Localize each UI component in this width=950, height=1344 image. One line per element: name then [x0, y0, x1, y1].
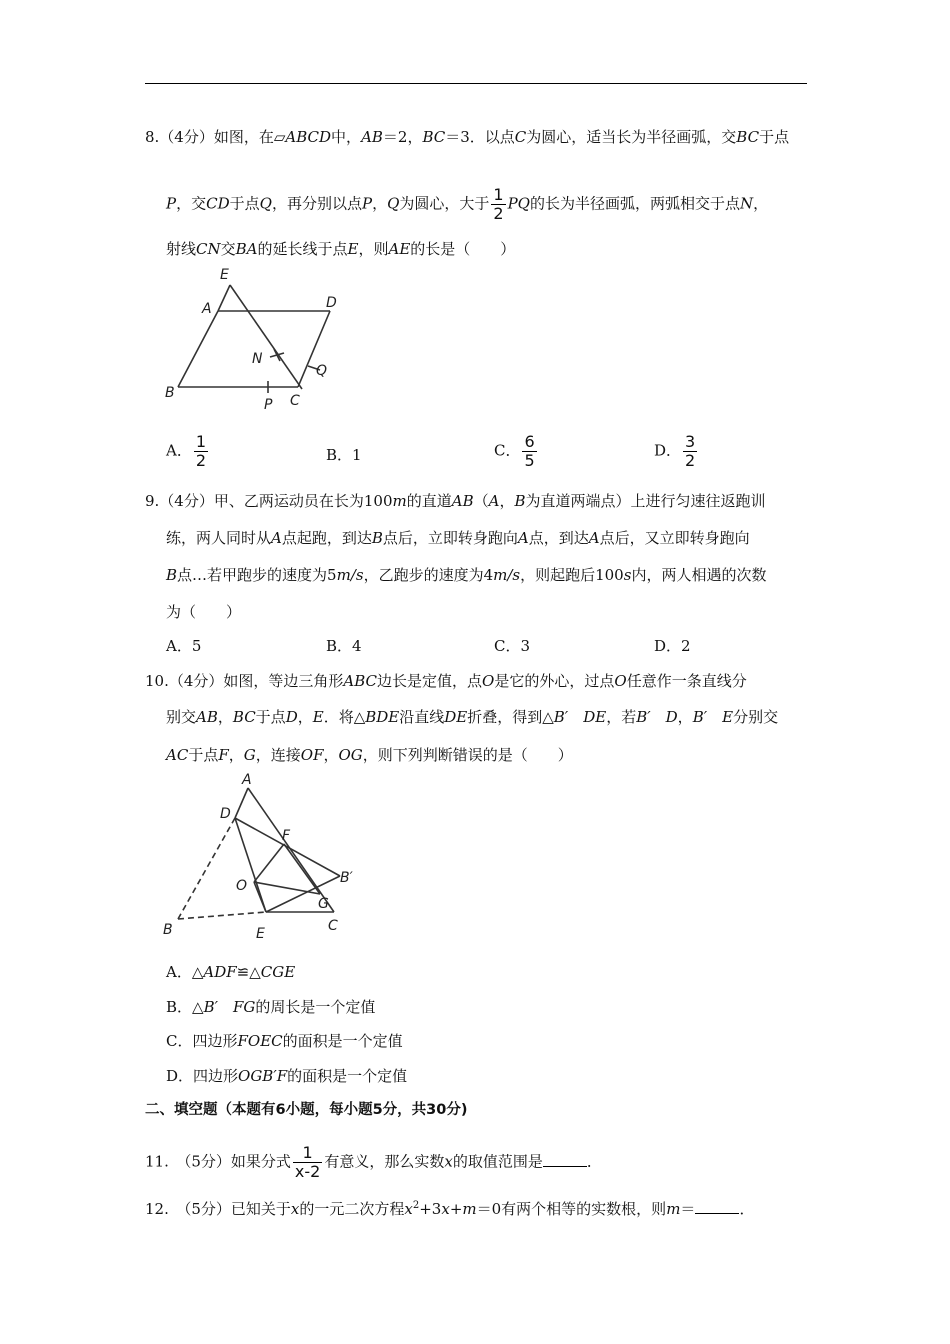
q8-option-d[interactable]: D． $\frac{3}{2}$ [654, 432, 696, 470]
q10-triangle-figure [158, 772, 368, 947]
q11-fraction: $\frac{1}{x-2}$ [294, 1143, 321, 1181]
q8-option-b[interactable]: B．1 [326, 446, 362, 464]
q9-line-3: B点…若甲跑步的速度为5m/s，乙跑步的速度为4m/s，则起跑后100s内，两人相遇的次数 [166, 566, 767, 584]
q8-parallelogram-figure [160, 265, 350, 415]
fig10-label-a: A [242, 772, 252, 788]
fig10-label-e: E [256, 926, 265, 942]
q9-option-c[interactable]: C．3 [494, 637, 531, 655]
q9-option-b[interactable]: B．4 [326, 637, 362, 655]
fig10-label-c: C [328, 918, 338, 934]
fig8-label-a: A [202, 301, 212, 317]
q8-option-c[interactable]: C． $\frac{6}{5}$ [494, 432, 535, 470]
fig10-label-b-prime: B′ [340, 870, 353, 886]
fig10-label-o: O [236, 878, 248, 894]
header-rule [145, 83, 807, 84]
q8-fraction-half: $\frac{1}{2}$ [493, 185, 504, 223]
fig8-label-p: P [264, 397, 273, 413]
q11-answer-blank[interactable] [543, 1152, 587, 1167]
q8-line-3: 射线CN交BA的延长线于点E，则AE的长是（ ） [166, 240, 516, 258]
fig8-label-c: C [290, 393, 300, 409]
q9-option-a[interactable]: A．5 [166, 637, 202, 655]
q12-line: 12. （5分）已知关于x的一元二次方程$x^2+3x+m=0$有两个相等的实数根，则m＝ ． [145, 1200, 755, 1218]
fig10-label-g: G [318, 896, 329, 912]
fig10-label-b: B [163, 922, 173, 938]
fig10-label-d: D [220, 806, 231, 822]
q9-option-d[interactable]: D．2 [654, 637, 691, 655]
q8-line-1: 8.（4分）如图，在▱ABCD中，AB＝2，BC＝3．以点C为圆心，适当长为半径画弧，交BC于点 [145, 128, 790, 146]
q10-option-a[interactable]: A．△ADF≌△CGE [166, 963, 296, 981]
q10-option-c[interactable]: C．四边形FOEC的面积是一个定值 [166, 1032, 403, 1050]
q9-line-1: 9.（4分）甲、乙两运动员在长为100m的直道AB（A，B为直道两端点）上进行匀速往返跑训 [145, 492, 766, 510]
fig8-label-b: B [165, 385, 175, 401]
q8-line-2: P，交CD于点Q，再分别以点P，Q为圆心，大于 $\frac{1}{2}$ PQ的长为半径画弧，两弧相交于点N， [166, 185, 769, 223]
q8-option-a[interactable]: A． $\frac{1}{2}$ [166, 432, 207, 470]
q11-line: 11. （5分）如果分式 $\frac{1}{x-2}$ 有意义，那么实数x的取值范围是 ． [145, 1143, 602, 1181]
q10-option-d[interactable]: D．四边形OGB′F的面积是一个定值 [166, 1067, 408, 1085]
fig8-label-q: Q [316, 363, 328, 379]
q12-answer-blank[interactable] [695, 1199, 739, 1214]
q9-line-4: 为（ ） [166, 603, 242, 621]
fig10-label-f: F [282, 828, 291, 844]
fig8-label-e: E [220, 267, 229, 283]
q9-line-2: 练，两人同时从A点起跑，到达B点后，立即转身跑向A点，到达A点后，又立即转身跑向 [166, 529, 750, 547]
q10-option-b[interactable]: B．△B′ FG的周长是一个定值 [166, 998, 376, 1016]
q10-line-3: AC于点F，G，连接OF，OG，则下列判断错误的是（ ） [166, 746, 573, 764]
fig8-label-n: N [252, 351, 263, 367]
section-2-heading: 二、填空题（本题有6小题，每小题5分，共30分) [145, 1102, 468, 1118]
q10-line-1: 10.（4分）如图，等边三角形ABC边长是定值，点O是它的外心，过点O任意作一条直线分 [145, 672, 747, 690]
fig8-label-d: D [326, 295, 337, 311]
q10-line-2: 别交AB，BC于点D，E．将△BDE沿直线DE折叠，得到△B′ DE，若B′ D，B′ E分别交 [166, 708, 779, 726]
